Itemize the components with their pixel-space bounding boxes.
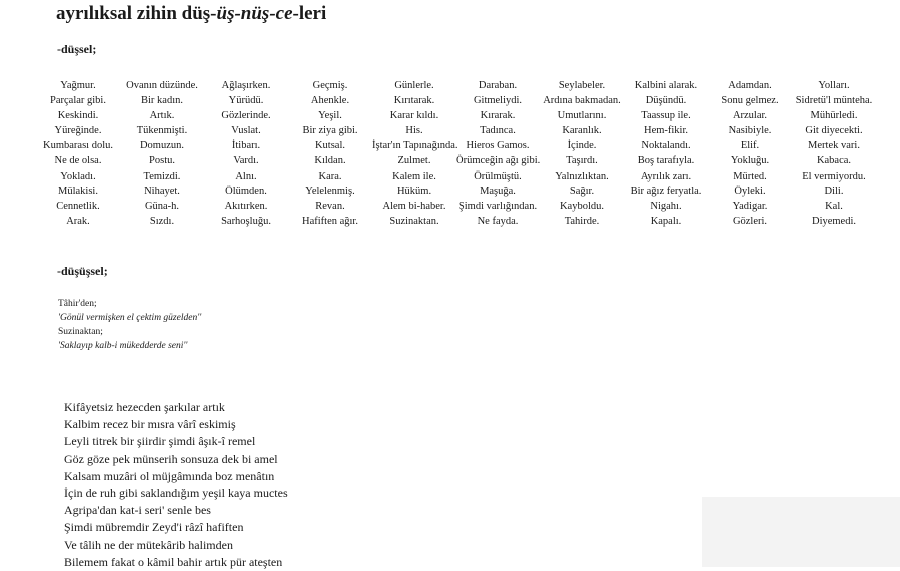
grid-cell: Revan.	[315, 200, 345, 212]
grid-cell: Mühürledi.	[810, 110, 858, 122]
grid-cell: Ne fayda.	[477, 215, 519, 227]
grid-cell: El vermiyordu.	[802, 170, 866, 182]
grid-cell: Kara.	[318, 170, 342, 182]
grid-cell: Yüreğinde.	[54, 125, 102, 137]
grid-cell: Bir kadın.	[141, 95, 183, 107]
grid-row	[36, 93, 876, 108]
grid-cell: Domuzun.	[139, 140, 185, 152]
grid-cell: Yokladı.	[60, 170, 96, 182]
grid-cell: Elif.	[740, 140, 760, 152]
grid-cell: Ardına bakmadan.	[543, 95, 621, 107]
grid-cell: Örümceğin ağı gibi.	[456, 155, 541, 167]
grid-cell: Yalnızlıktan.	[555, 170, 609, 182]
poem-line: Leyli titrek bir şiirdir şimdi âşık-î remel	[64, 434, 256, 449]
grid-cell: Seylabeler.	[558, 80, 606, 91]
grid-row	[36, 78, 876, 93]
poem-line: Şimdi mübremdir Zeyd'i râzî hafiften	[64, 520, 244, 535]
grid-cell: Karar kıldı.	[389, 110, 439, 122]
grid-cell: Kabaca.	[816, 155, 852, 167]
grid-cell: Temizdi.	[143, 170, 181, 182]
grid-cell: Taassup ile.	[641, 110, 691, 122]
grid-cell: Kal.	[825, 200, 843, 212]
poem-line: Kalbim recez bir mısra vârî eskimiş	[64, 417, 236, 432]
grid-row	[36, 108, 876, 123]
grid-cell: Şimdi varlığından.	[458, 200, 538, 212]
grid-cell: Kayboldu.	[559, 200, 605, 212]
poem	[64, 399, 288, 571]
grid-cell: Kalbini alarak.	[634, 80, 698, 91]
poem-line: Göz göze pek münserih sonsuza dek bi amel	[64, 451, 278, 466]
grid-cell: Alnı.	[235, 170, 257, 182]
poem-line: İçin de ruh gibi saklandığım yeşil kaya muctes	[64, 486, 288, 501]
grid-cell: Postu.	[149, 155, 175, 167]
quote-block	[58, 297, 201, 353]
grid-cell: Nigahı.	[650, 200, 682, 212]
grid-cell: Düşündü.	[645, 95, 687, 107]
grid-cell: Günlerle.	[394, 80, 434, 91]
poem-line: Agripa'dan kat-i seri' senle bes	[64, 503, 211, 518]
grid-cell: Kutsal.	[314, 140, 346, 152]
grid-cell: Bir ağız feryatla.	[630, 185, 702, 197]
grid-cell: Zulmet.	[397, 155, 431, 167]
grid-cell: Güna-h.	[144, 200, 180, 212]
grid-cell: Gözlerinde.	[221, 110, 271, 122]
grid-cell: Nihayet.	[144, 185, 180, 197]
grid-cell: Noktalandı.	[641, 140, 691, 152]
section-heading-dususel: -düşüşsel;	[57, 264, 108, 278]
grid-row	[36, 199, 876, 214]
grid-cell: Tükenmişti.	[136, 125, 188, 137]
grid-cell: Öyleki.	[734, 185, 766, 197]
grid-cell: Yadigar.	[732, 200, 768, 212]
poem-line: Kifâyetsiz hezecden şarkılar artık	[64, 400, 225, 414]
grid-cell: Akıtırken.	[224, 200, 268, 212]
grid-row	[36, 138, 876, 153]
poem-line: Kalsam muzâri ol müjgâmında boz menâtın	[64, 468, 275, 483]
grid-cell: Diyemedi.	[811, 215, 857, 227]
grid-cell: Yolları.	[818, 80, 850, 91]
grid-cell: Parçalar gibi.	[50, 95, 106, 107]
grid-cell: Kırarak.	[480, 110, 516, 122]
grid-cell: Boş tarafıyla.	[637, 155, 695, 167]
grid-row	[36, 123, 876, 138]
grid-cell: Dili.	[824, 185, 844, 197]
grid-cell: Ağlaşırken.	[221, 80, 271, 91]
grid-cell: Tadınca.	[480, 125, 516, 137]
grid-cell: Vardı.	[233, 155, 259, 167]
grid-cell: Örülmüştü.	[474, 170, 522, 182]
grid-row	[36, 184, 876, 199]
grid-cell: Keskindi.	[57, 110, 99, 122]
grid-cell: Yeşil.	[318, 110, 342, 122]
grid-cell: Mürted.	[733, 170, 767, 182]
grid-cell: Cennetlik.	[56, 200, 100, 212]
grid-cell: Sarhoşluğu.	[221, 215, 271, 227]
grid-cell: Sağır.	[569, 185, 595, 197]
grid-cell: Arzular.	[732, 110, 768, 122]
grid-cell: Sidretü'l münteha.	[795, 95, 873, 107]
quote-verse-2: 'Saklayıp kalb-i mükedderde seni''	[58, 341, 188, 351]
grid-cell: Umutlarını.	[557, 110, 607, 122]
grid-cell: Nasibiyle.	[728, 125, 772, 137]
grid-cell: Git diyecekti.	[805, 125, 863, 137]
grid-cell: Sızdı.	[149, 215, 175, 227]
grid-cell: Gitmeliydi.	[473, 95, 523, 107]
grid-cell: Mülakisi.	[58, 185, 98, 197]
grid-cell: Hem-fikir.	[643, 125, 689, 137]
grid-cell: Kırıtarak.	[393, 95, 435, 107]
grid-cell: Hieros Gamos.	[466, 140, 530, 152]
word-grid	[36, 78, 876, 229]
grid-cell: Arak.	[66, 215, 90, 227]
title-part-2: üş-nüş-ce	[216, 3, 293, 24]
title-part-1: ayrılıksal zihin düş-	[56, 3, 217, 24]
grid-cell: Kapalı.	[650, 215, 682, 227]
poem-line: Bilemem fakat o kâmil bahir artık pür ateşten	[64, 554, 283, 569]
title-part-3: -leri	[292, 3, 327, 24]
grid-row	[36, 214, 876, 229]
grid-cell: Kıldan.	[314, 155, 346, 167]
quote-verse-1: 'Gönül vermişken el çektim güzelden''	[58, 313, 202, 323]
grid-cell: Daraban.	[478, 80, 518, 91]
grid-cell: Maşuğa.	[480, 185, 516, 197]
grid-cell: Vuslat.	[231, 125, 261, 137]
section-heading-dussel: -düşsel;	[57, 42, 97, 56]
grid-cell: İtibarı.	[231, 140, 261, 152]
grid-cell: Ne de olsa.	[54, 155, 102, 167]
grid-cell: Karanlık.	[562, 125, 602, 137]
grid-cell: İçinde.	[567, 140, 597, 152]
grid-cell: Kalem ile.	[392, 170, 436, 182]
quote-source-2: Suzinaktan;	[58, 327, 103, 337]
grid-row	[36, 153, 876, 168]
grid-cell: Yokluğu.	[730, 155, 770, 167]
grid-cell: Hafiften ağır.	[302, 215, 358, 227]
grid-cell: Gözleri.	[732, 215, 768, 227]
grid-cell: Yelelenmiş.	[305, 185, 355, 197]
grid-cell: His.	[405, 125, 423, 137]
grid-cell: Ahenkle.	[310, 95, 350, 107]
poem-line: Ve tâlih ne der mütekârib halimden	[64, 537, 233, 552]
grid-cell: Suzinaktan.	[389, 215, 439, 227]
grid-cell: Adamdan.	[728, 80, 772, 91]
grid-cell: Kumbarası dolu.	[43, 140, 113, 152]
gray-overlay-panel	[702, 497, 900, 567]
grid-cell: Taşırdı.	[566, 155, 598, 167]
grid-cell: Ovanın düzünde.	[126, 80, 198, 91]
grid-row	[36, 169, 876, 184]
grid-cell: Artık.	[149, 110, 175, 122]
grid-cell: Yağmur.	[60, 80, 96, 91]
grid-cell: Alem bi-haber.	[382, 200, 446, 212]
grid-cell: İştar'ın Tapınağında.	[372, 140, 458, 152]
grid-cell: Sonu gelmez.	[721, 95, 779, 107]
grid-cell: Hüküm.	[396, 185, 432, 197]
grid-cell: Ölümden.	[225, 185, 267, 197]
page-title	[56, 3, 326, 25]
grid-cell: Yürüdü.	[228, 95, 264, 107]
grid-cell: Mertek vari.	[808, 140, 860, 152]
grid-cell: Bir ziya gibi.	[302, 125, 358, 137]
quote-source-1: Tâhir'den;	[58, 299, 97, 309]
grid-cell: Geçmiş.	[312, 80, 348, 91]
grid-cell: Tahirde.	[564, 215, 600, 227]
grid-cell: Ayrılık zarı.	[640, 170, 692, 182]
